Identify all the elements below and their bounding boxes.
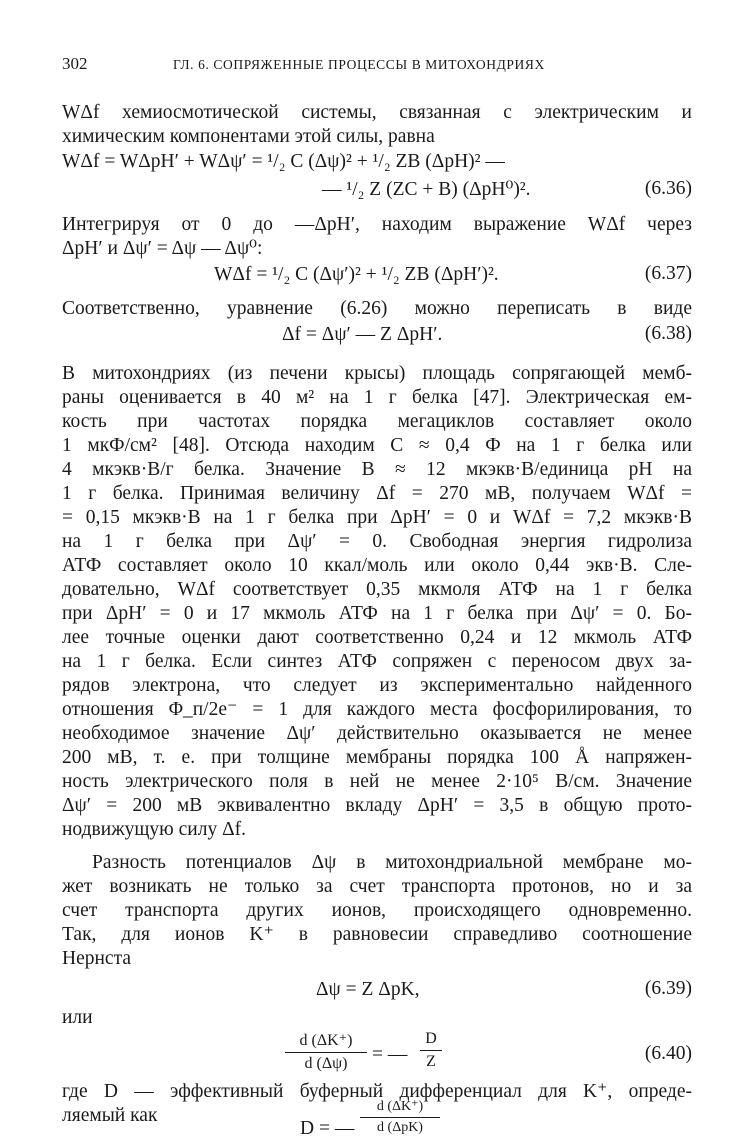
text-line: Δψ′ = 200 мВ эквивалентно вкладу ΔpH′ = 3,5 в общую прото- [62,795,692,816]
text-line: В митохондриях (из печени крысы) площадь сопрягающей мемб- [62,363,692,384]
equation-line: WΔf = WΔpH′ + WΔψ′ = ¹/₂ C (Δψ)² + ¹/₂ ZB (ΔpH)² — [62,151,505,172]
text-line: лее точные оценки дают соответственно 0,24 и 12 мкмоль АТФ [62,627,692,648]
equation-line: D = — [300,1118,355,1139]
equation-number: (6.39) [644,978,692,999]
text-line: ΔpH′ и Δψ′ = Δψ — Δψ⁰: [62,238,263,259]
equation-number: (6.36) [644,178,692,199]
text-line: довательно, WΔf соответствует 0,35 мкмоля АТФ на 1 г белка [62,579,692,600]
fraction [420,1030,442,1071]
text-line: ность электрического поля в ней не менее 2·10⁵ В/см. Значение [62,771,692,792]
text-line: = 0,15 мкэкв·В на 1 г белка при ΔpH′ = 0 и WΔf = 7,2 мкэкв·В [62,507,692,528]
text-line: раны оценивается в 40 м² на 1 г белка [47]. Электрическая ем- [62,387,692,408]
text-line: Нернста [62,948,131,969]
text-line: счет транспорта других ионов, происходящего одновременно. [62,900,692,921]
text-line: или [62,1007,93,1028]
equation-line: WΔf = ¹/₂ C (Δψ′)² + ¹/₂ ZB (ΔpH′)². [214,264,499,285]
text-line: АТФ составляет около 10 ккал/моль или около 0,44 экв·В. Сле- [62,555,692,576]
fraction-denominator: d (Δψ) [304,1055,348,1072]
text-line: WΔf хемиосмотической системы, связанная с электрическим и [62,102,692,123]
text-line: рядов электрона, что следует из экспериментально найденного [62,675,692,696]
text-line: 1 мкФ/см² [48]. Отсюда находим C ≈ 0,4 Ф на 1 г белка или [62,435,692,456]
fraction [360,1098,440,1136]
text-line: при ΔpH′ = 0 и 17 мкмоль АТФ на 1 г белка при Δψ′ = 0. Бо- [62,603,692,624]
text-line: отношения Φ_п/2e⁻ = 1 для каждого места фосфорилирования, то [62,699,692,720]
text-line: кость при частотах порядка мегациклов составляет около [62,411,692,432]
equation-line: = — [372,1044,408,1065]
text-line: жет возникать не только за счет транспорта протонов, но и за [62,876,692,897]
text-line: на 1 г белка при Δψ′ = 0. Свободная энергия гидролиза [62,531,692,552]
text-line: 1 г белка. Принимая величину Δf = 270 мВ, получаем WΔf = [62,483,692,504]
text-line: на 1 г белка. Если синтез АТФ сопряжен с переносом двух за- [62,651,692,672]
text-line: нодвижущую силу Δf. [62,819,246,840]
equation-line: — ¹/₂ Z (ZC + B) (ΔpH⁰)². [322,179,531,200]
fraction [285,1030,367,1073]
equation-number: (6.38) [644,323,692,344]
text-line: Так, для ионов K⁺ в равновесии справедливо соотношение [62,924,692,945]
text-line: 200 мВ, т. е. при толщине мембраны порядка 100 Å напряжен- [62,747,692,768]
fraction-denominator: Z [426,1053,436,1070]
equation-number: (6.40) [644,1043,692,1064]
running-title: ГЛ. 6. СОПРЯЖЕННЫЕ ПРОЦЕССЫ В МИТОХОНДРИЯХ [173,57,545,72]
page-number: 302 [62,54,88,73]
fraction-denominator: d (ΔpK) [377,1120,423,1135]
fraction-numerator: d (ΔK⁺) [376,1099,424,1114]
text-line: 4 мкэкв·В/г белка. Значение B ≈ 12 мкэкв·В/единица pH на [62,459,692,480]
fraction-numerator: D [425,1030,437,1047]
text-line: где D — эффективный буферный дифференциал для K⁺, опреде- [62,1081,692,1102]
text-line: необходимое значение Δψ′ действительно оказывается не менее [62,723,692,744]
text-line: ляемый как [62,1105,158,1126]
equation-line: Δψ = Z ΔpK, [316,979,420,1000]
text-line: химическим компонентами этой силы, равна [62,126,435,147]
text-line: Разность потенциалов Δψ в митохондриальной мембране мо- [92,852,692,873]
text-line: Соответственно, уравнение (6.26) можно переписать в виде [62,298,692,319]
fraction-numerator: d (ΔK⁺) [299,1032,353,1049]
equation-line: Δf = Δψ′ — Z ΔpH′. [282,324,443,345]
text-line: Интегрируя от 0 до —ΔpH′, находим выражение WΔf через [62,214,692,235]
equation-number: (6.37) [644,263,692,284]
